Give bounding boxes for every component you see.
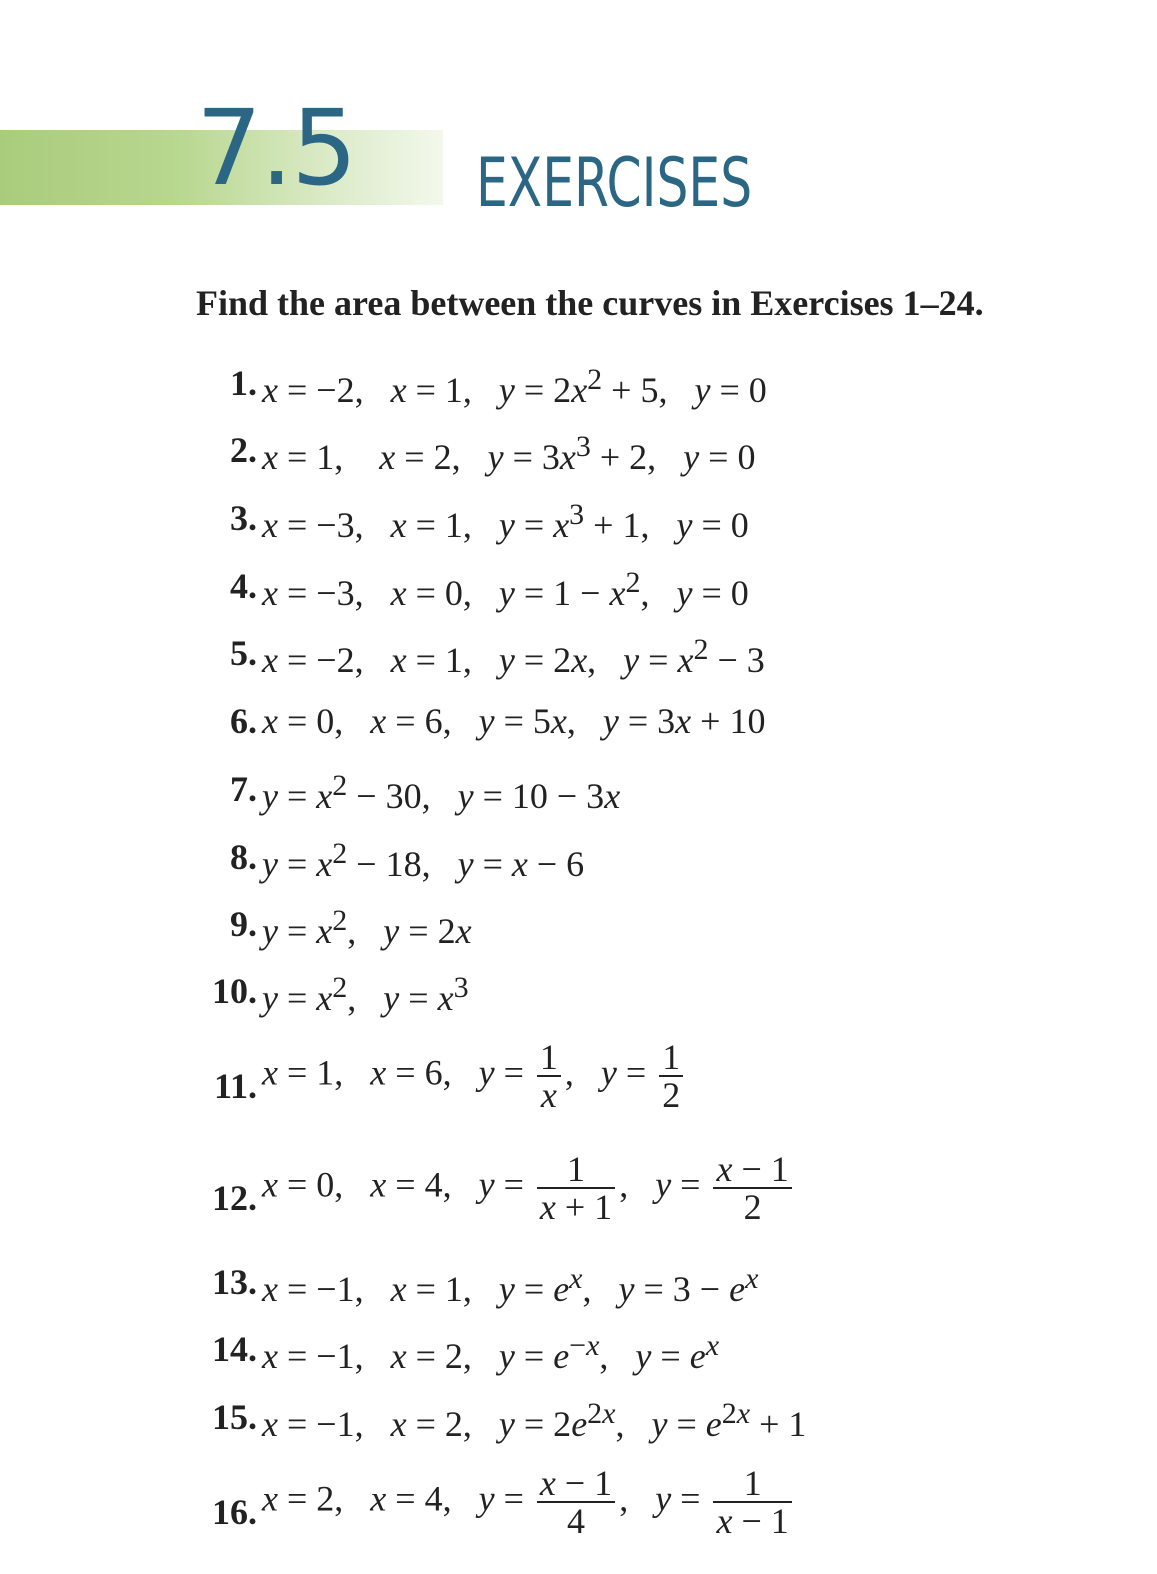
exercise-number: 4. bbox=[230, 566, 257, 606]
exercise-number: 14. bbox=[212, 1329, 257, 1369]
exercise-number: 12. bbox=[212, 1178, 257, 1218]
exercise-number: 11. bbox=[213, 1066, 257, 1106]
section-title: EXERCISES bbox=[476, 144, 753, 223]
exercise-number: 5. bbox=[230, 633, 257, 673]
exercise-equation: x = −2, x = 1, y = 2x, $y = x^2 - 3$ bbox=[262, 633, 765, 680]
instructions: Find the area between the curves in Exercises 1–24. bbox=[196, 283, 984, 323]
exercise-equation: $y = x^2 - 18$, y = x − 6 bbox=[262, 837, 585, 884]
exercise-equation: x = −1, x = 2, $y = e^{-x}$, $y = e^x$ bbox=[262, 1329, 720, 1376]
exercise-equation: x = −1, x = 1, $y = e^x$, $y = 3 - e^x$ bbox=[262, 1262, 759, 1309]
exercise-equation: x = −3, x = 1, $y = x^3 + 1$, y = 0 bbox=[262, 498, 749, 545]
exercise-equation: x = −2, x = 1, $y = 2x^2 + 5$, y = 0 bbox=[262, 363, 767, 410]
exercise-number: 9. bbox=[230, 904, 257, 944]
section-number: 7.5 bbox=[196, 87, 356, 209]
exercise-number: 3. bbox=[230, 498, 257, 538]
exercise-number: 16. bbox=[212, 1492, 257, 1532]
exercise-equation: x = 1, x = 2, $y = 3x^3 + 2$, y = 0 bbox=[262, 430, 756, 477]
exercise-equation: $y = x^2$, y = 2x bbox=[262, 904, 472, 951]
exercise-equation: x = 2, x = 4, y = $\frac{x - 1}{4}$ , y = $\frac{1}{x - 1}$ bbox=[262, 1465, 796, 1539]
exercise-equation: x = 1, x = 6, y = $\frac{1}{x}$ , y = $\frac{1}{2}$ bbox=[262, 1039, 687, 1113]
exercise-number: 8. bbox=[230, 837, 257, 877]
exercise-number: 15. bbox=[212, 1397, 257, 1437]
exercise-number: 2. bbox=[230, 430, 257, 470]
exercise-equation: $y = x^2 - 30$, y = 10 − 3x bbox=[262, 769, 621, 816]
exercise-number: 7. bbox=[230, 769, 257, 809]
exercise-equation: x = −1, x = 2, $y = 2e^{2x}$, $y = e^{2x} + 1$ bbox=[262, 1397, 807, 1444]
exercise-equation: x = 0, x = 4, y = $\frac{1}{x + 1}$ , y = $\frac{x - 1}{2}$ bbox=[262, 1151, 796, 1225]
exercise-number: 10. bbox=[212, 971, 257, 1011]
exercise-equation: $y = x^2$, $y = x^3$ bbox=[262, 971, 469, 1018]
exercise-number: 13. bbox=[212, 1262, 257, 1302]
exercise-equation: x = −3, x = 0, $y = 1 - x^2$, y = 0 bbox=[262, 566, 749, 613]
exercise-number: 6. bbox=[230, 701, 257, 741]
exercise-equation: x = 0, x = 6, y = 5x, y = 3x + 10 bbox=[262, 701, 766, 741]
exercise-number: 1. bbox=[230, 363, 257, 403]
